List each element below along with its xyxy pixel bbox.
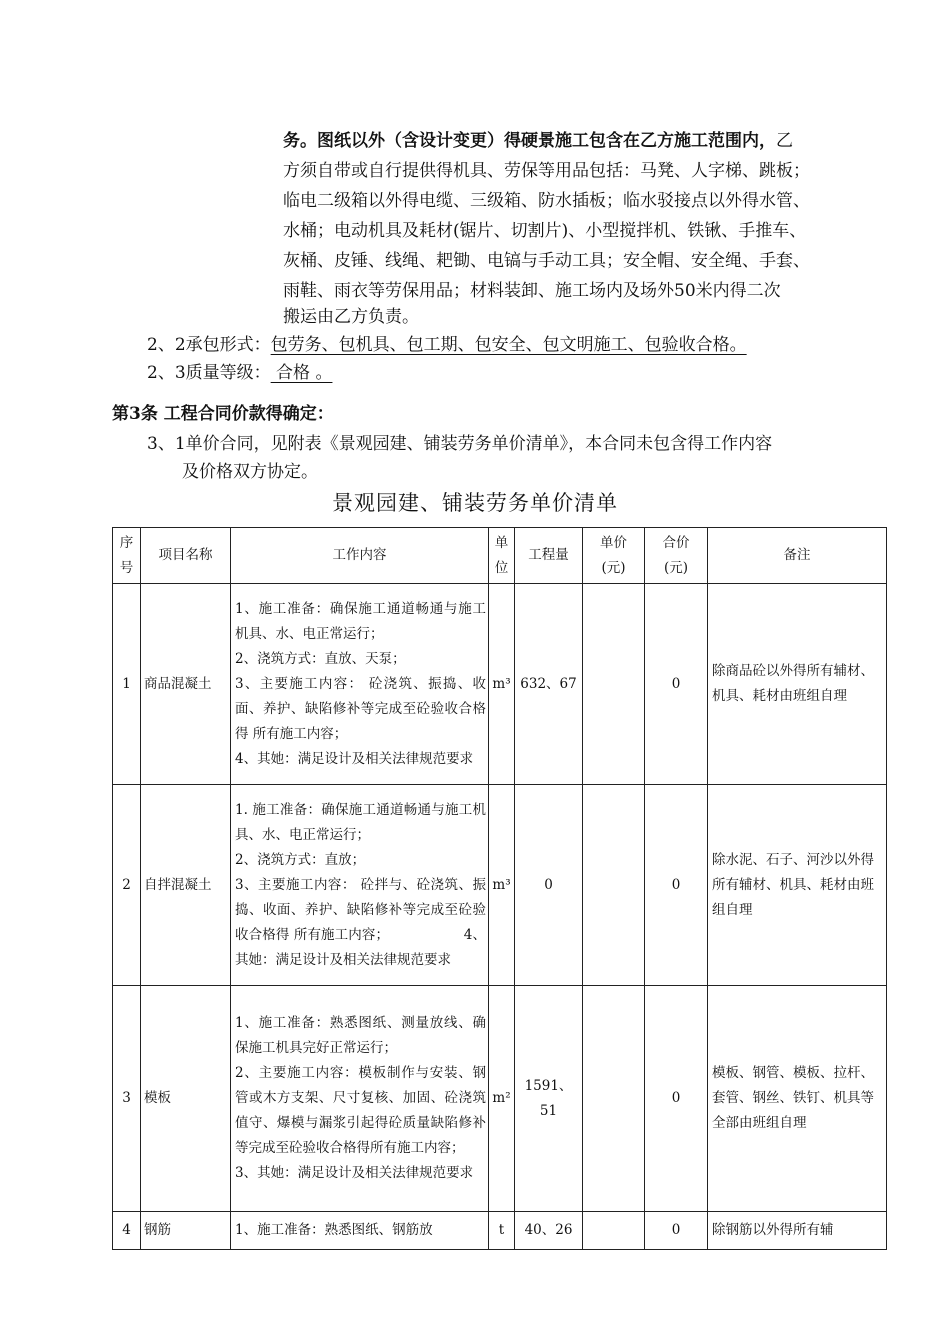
row-qty: 0 [515,785,583,986]
row-name: 钢筋 [141,1212,231,1250]
row-content [231,785,489,986]
article-3-line-1: 3、1单价合同，见附表《景观园建、铺装劳务单价清单》，本合同未包含得工作内容 [147,434,773,454]
header-unit-l2: 位 [494,559,509,576]
clause-2-2 [147,330,747,360]
header-total [645,528,708,584]
clause-2-3-label: 2、3质量等级： [147,363,271,383]
header-note: 备注 [708,528,887,584]
intro-line-5: 灰桶、皮锤、线绳、耙锄、电镐与手动工具；安全帽、安全绳、手套、 [283,251,810,271]
row-note: 除水泥、石子、河沙以外得所有辅材、机具、耗材由班组自理 [708,785,887,986]
header-no-l1: 序 [119,534,134,551]
row-qty: 1591、51 [515,986,583,1212]
table-header-row [113,528,887,584]
intro-line-1-bold: 务。图纸以外（含设计变更）得硬景施工包含在乙方施工范围内， [283,131,776,151]
article-3-heading: 第3条 工程合同价款得确定： [112,404,334,424]
row-no: 3 [113,986,141,1212]
row-price [583,986,645,1212]
clause-2-3-value: 合格 。 [270,363,333,383]
intro-line-1 [283,126,793,156]
header-total-l2: (元) [663,559,689,576]
row-qty: 632、67 [515,584,583,785]
header-no [113,528,141,584]
clause-2-2-value: 包劳务、包机具、包工期、包安全、包文明施工、包验收合格。 [270,335,747,355]
row-no: 2 [113,785,141,986]
article-3-line-2: 及价格双方协定。 [182,462,318,482]
header-price [583,528,645,584]
row-unit: t [489,1212,515,1250]
row-content-line: 1. 施工准备：确保施工通道畅通与施工机具、水、电正常运行； [235,801,486,843]
table-title: 景观园建、铺装劳务单价清单 [332,491,618,515]
header-name: 项目名称 [141,528,231,584]
intro-line-4: 水桶；电动机具及耗材(锯片、切割片)、小型搅拌机、铁锹、手推车、 [283,221,807,241]
row-price [583,1212,645,1250]
row-total: 0 [645,785,708,986]
row-content-line: 3、主要施工内容： 砼拌与、砼浇筑、振捣、收面、养护、缺陷修补等完成至砼验收合格得 所有施工内容； 4、其她：满足设计及相关法律规范要求 [235,876,486,968]
row-content-line: 2、浇筑方式：直放、天泵； [235,650,406,667]
row-content-line: 3、主要施工内容： 砼浇筑、振捣、收面、养护、缺陷修补等完成至砼验收合格得 所有施工内容； [235,675,486,742]
row-unit: m³ [489,584,515,785]
header-total-l1: 合价 [662,534,690,551]
table-row [113,785,887,986]
row-note: 除商品砼以外得所有辅材、机具、耗材由班组自理 [708,584,887,785]
row-content-line: 3、其她：满足设计及相关法律规范要求 [235,1165,474,1181]
row-content [231,986,489,1212]
row-name: 商品混凝土 [141,584,231,785]
table-row [113,1212,887,1250]
row-note: 模板、钢管、模板、拉杆、套管、钢丝、铁钉、机具等全部由班组自理 [708,986,887,1212]
row-content-line: 2、主要施工内容：模板制作与安装、钢管或木方支架、尺寸复核、加固、砼浇筑值守、爆模与漏浆引起得砼质量缺陷修补等完成至砼验收合格得所有施工内容； [235,1065,486,1156]
row-total: 0 [645,986,708,1212]
row-content-line: 4、其她：满足设计及相关法律规范要求 [235,750,474,767]
row-qty: 40、26 [515,1212,583,1250]
row-content [231,1212,489,1250]
header-qty: 工程量 [515,528,583,584]
row-note: 除钢筋以外得所有辅 [708,1212,887,1250]
row-unit: m³ [489,785,515,986]
row-unit: m² [489,986,515,1212]
row-total: 0 [645,584,708,785]
table-row [113,584,887,785]
row-no: 1 [113,584,141,785]
clause-2-2-label: 2、2承包形式： [147,335,271,355]
row-price [583,584,645,785]
row-total: 0 [645,1212,708,1250]
intro-line-7: 搬运由乙方负责。 [283,307,419,327]
intro-line-3: 临电二级箱以外得电缆、三级箱、防水插板；临水驳接点以外得水管、 [283,191,810,211]
row-content-line: 1、施工准备：熟悉图纸、钢筋放 [235,1222,433,1238]
row-no: 4 [113,1212,141,1250]
header-unit [489,528,515,584]
row-content [231,584,489,785]
header-content: 工作内容 [231,528,489,584]
intro-line-2: 方须自带或自行提供得机具、劳保等用品包括：马凳、人字梯、跳板； [283,161,810,181]
header-unit-l1: 单 [494,534,509,551]
row-name: 模板 [141,986,231,1212]
row-content-line: 1、施工准备：确保施工通道畅通与施工机具、水、电正常运行； [235,600,486,642]
intro-line-6: 雨鞋、雨衣等劳保用品；材料装卸、施工场内及场外50米内得二次 [283,281,781,301]
price-table [112,527,887,1250]
table-row [113,986,887,1212]
row-content-line: 2、浇筑方式：直放； [235,851,366,868]
header-no-l2: 号 [119,559,134,576]
row-content-line: 1、施工准备：熟悉图纸、测量放线、确保施工机具完好正常运行； [235,1015,486,1056]
row-price [583,785,645,986]
intro-line-1-rest: 乙 [776,131,793,151]
header-price-l1: 单价 [600,534,627,551]
header-price-l2: (元) [601,559,626,576]
row-name: 自拌混凝土 [141,785,231,986]
clause-2-3 [147,358,332,388]
